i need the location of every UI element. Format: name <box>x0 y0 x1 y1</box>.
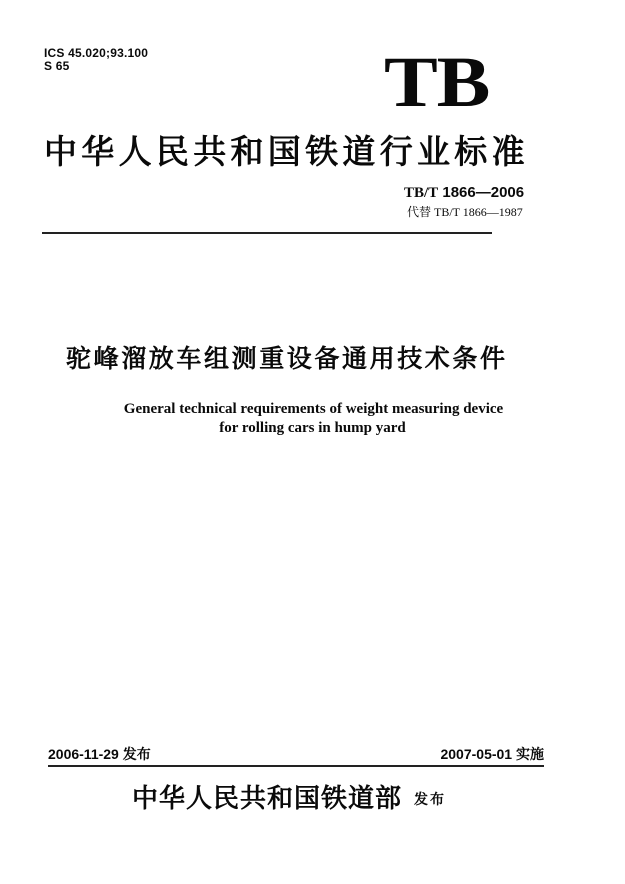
publish-date: 2006-11-29 发布 <box>48 746 151 762</box>
issuer-suffix: 发布 <box>414 792 447 808</box>
header-divider <box>42 232 492 234</box>
english-title-line-1: General technical requirements of weight measuring device <box>123 401 504 417</box>
issuing-authority <box>132 783 446 816</box>
document-title-chinese: 驼峰溜放车组测重设备通用技术条件 <box>66 344 508 373</box>
tb-logo: TB <box>384 42 490 122</box>
category-code: S 65 <box>44 59 70 73</box>
ics-classification <box>44 47 148 73</box>
english-title-line-2: for rolling cars in hump yard <box>219 420 406 436</box>
industry-standard-title: 中华人民共和国铁道行业标准 <box>44 132 529 171</box>
issuer-name: 中华人民共和国铁道部 <box>132 784 403 814</box>
standard-number <box>404 185 524 201</box>
replaces-standard: 代替 TB/T 1866—1987 <box>407 205 523 219</box>
document-title-english <box>0 400 625 438</box>
standard-number-prefix: TB/T <box>404 185 439 201</box>
ics-code: ICS 45.020;93.100 <box>44 46 149 60</box>
footer-divider <box>48 765 544 767</box>
standard-number-value: 1866—2006 <box>442 184 525 201</box>
effective-date: 2007-05-01 实施 <box>440 746 544 762</box>
